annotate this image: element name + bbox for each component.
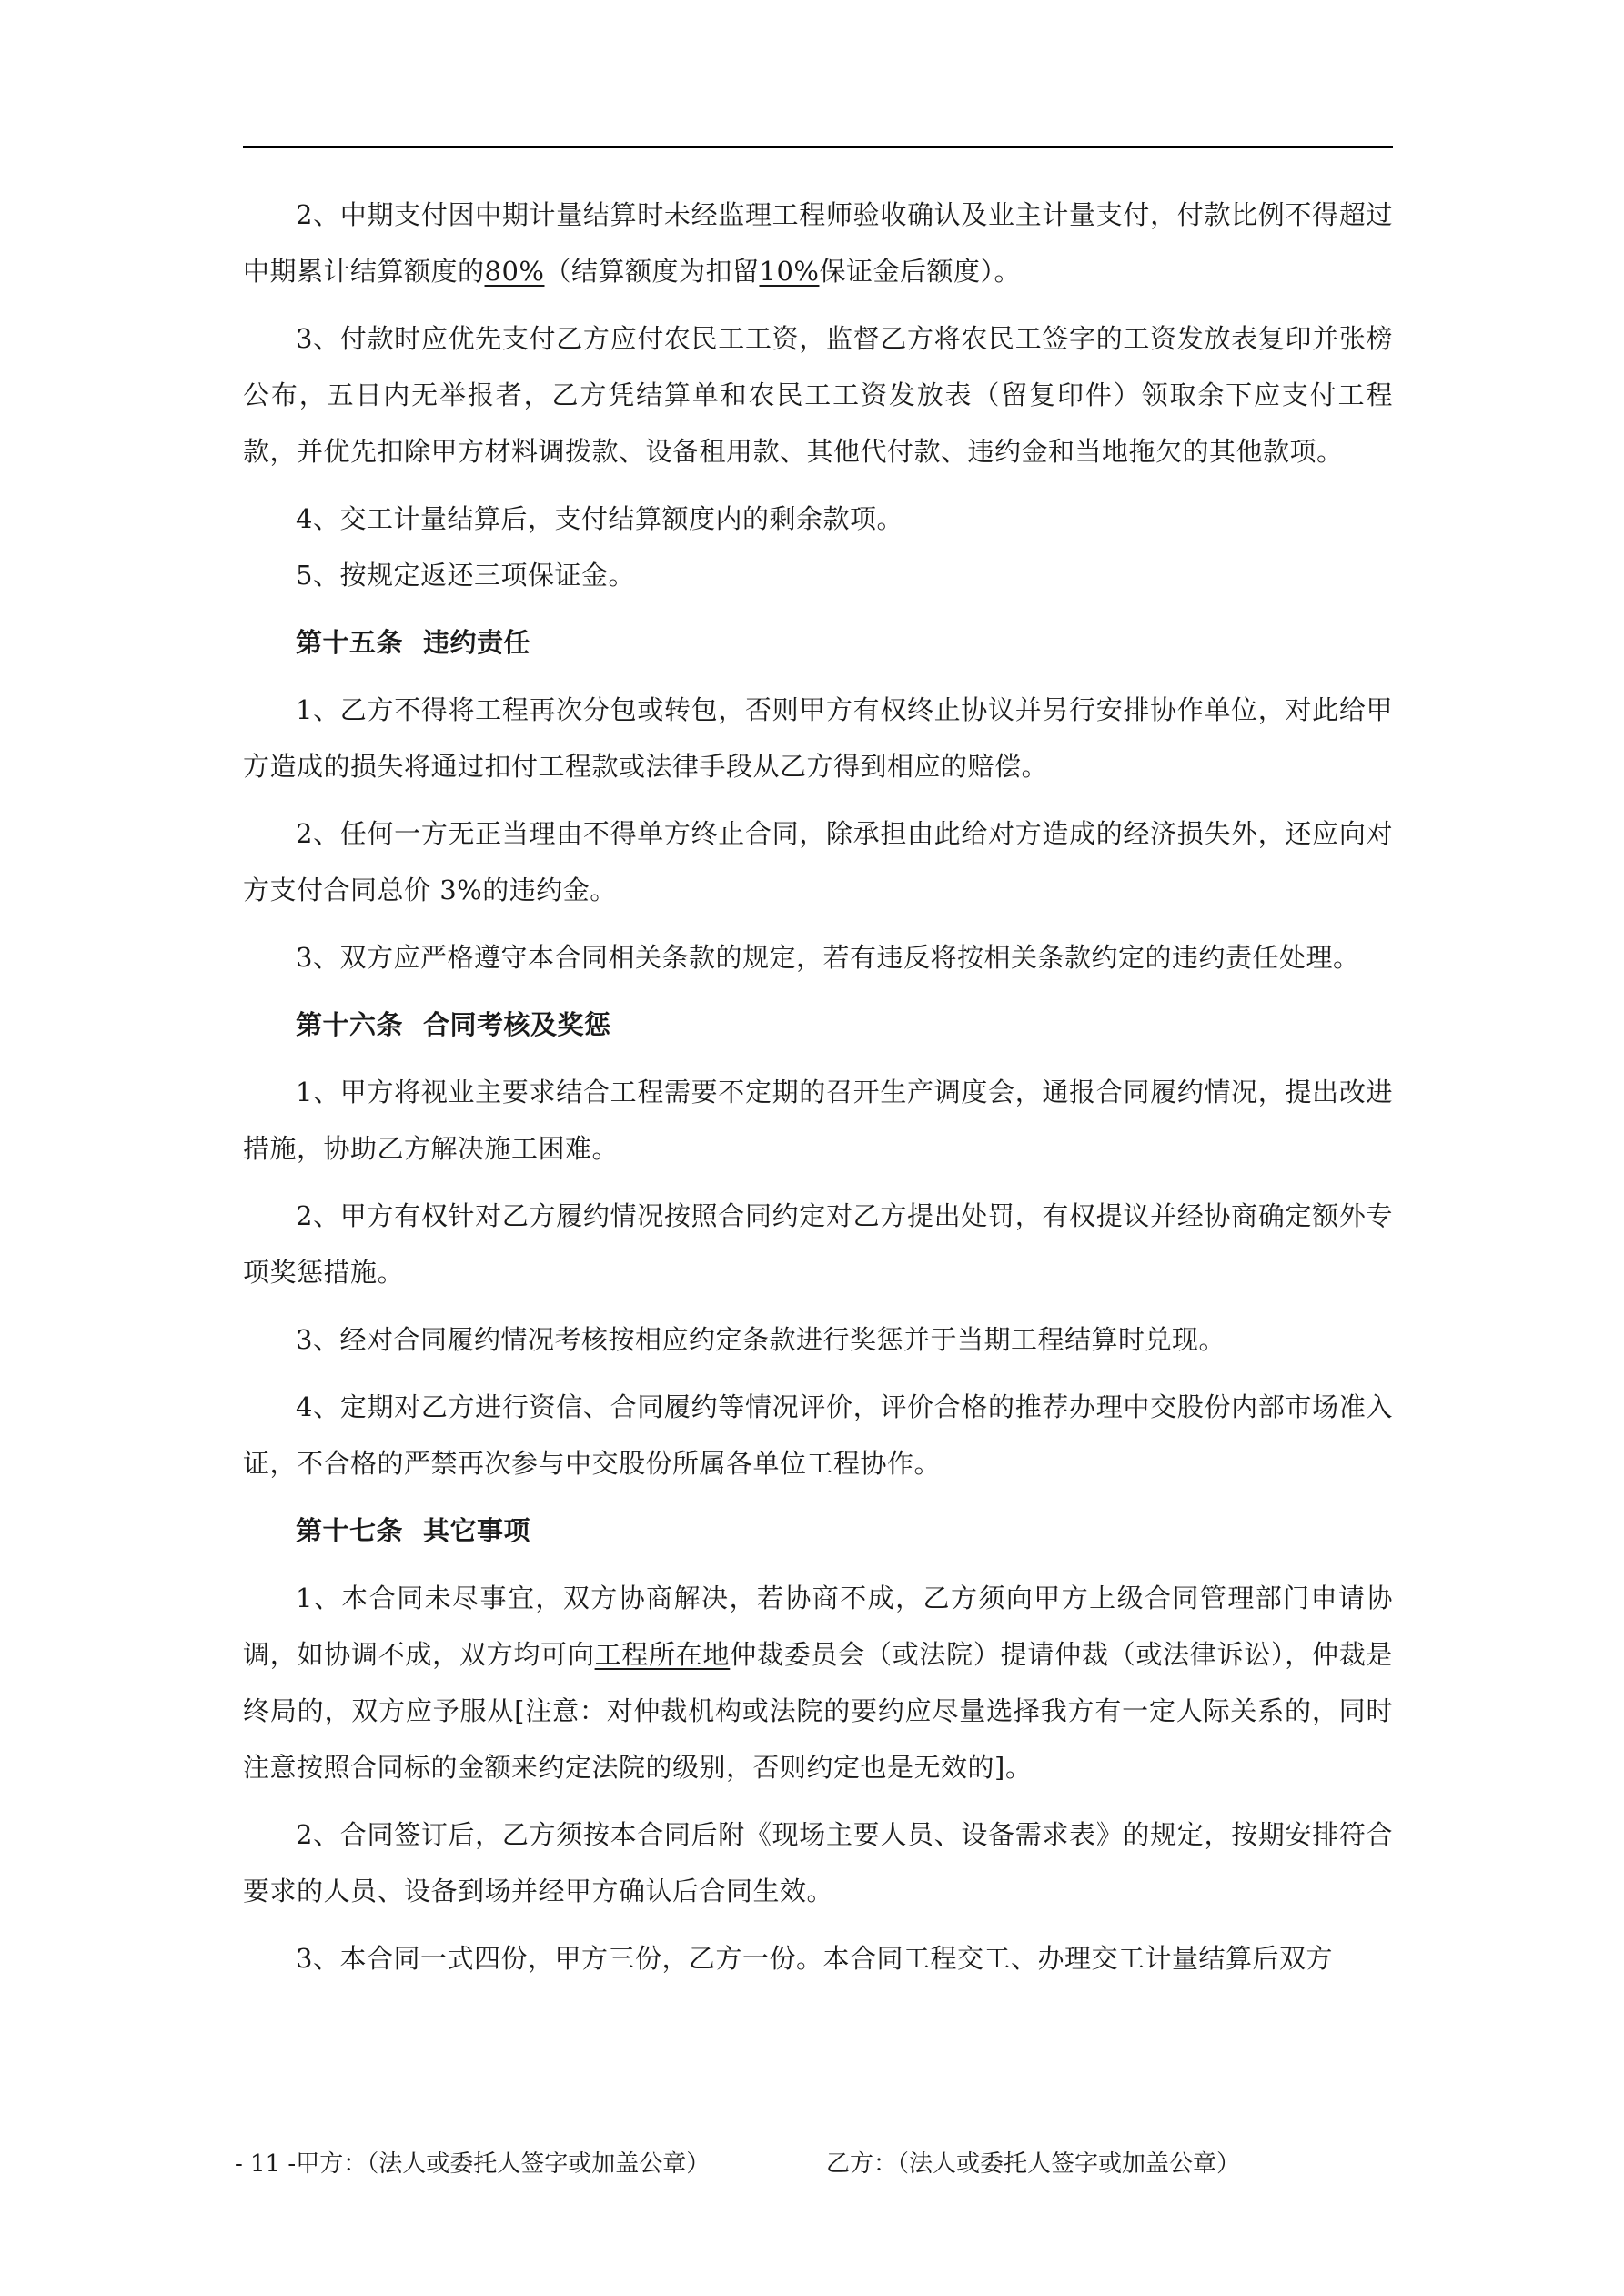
paragraph-text: 1、本合同未尽事宜，双方协商解决，若协商不成，乙方须向甲方上级合同管理部门申请协调，如协调不成，双方均可向 <box>243 1583 1393 1670</box>
party-a-signature-line: 甲方：（法人或委托人签字或加盖公章） <box>296 2150 711 2178</box>
article-title: 合同考核及奖惩 <box>423 1009 611 1040</box>
article-16-heading <box>243 996 1393 1053</box>
article-number: 第十六条 <box>296 1009 404 1040</box>
paragraph-text: 仲裁委员会（或法院）提请仲裁（或法律诉讼），仲裁是终局的，双方应予服从[注意：对仲裁机构或法院的要约应尽量选择我方有一定人际关系的，同时注意按照合同标的金额来约定法院的级别，否则约定也是无效的]。 <box>243 1639 1393 1783</box>
article-number: 第十五条 <box>296 627 404 658</box>
paragraph-text: 2、中期支付因中期计量结算时未经监理工程师验收确认及业主计量支付，付款比例不得超过中期累计结算额度的 <box>243 199 1393 287</box>
paragraph-other-2: 2、合同签订后，乙方须按本合同后附《现场主要人员、设备需求表》的规定，按期安排符合要求的人员、设备到场并经甲方确认后合同生效。 <box>243 1819 1393 1907</box>
header-rule <box>243 146 1393 148</box>
paragraph-text: 保证金后额度）。 <box>819 256 1021 287</box>
paragraph-breach-2: 2、任何一方无正当理由不得单方终止合同，除承担由此给对方造成的经济损失外，还应向对方支付合同总价 3%的违约金。 <box>243 818 1393 905</box>
paragraph-other-3: 3、本合同一式四份，甲方三份，乙方一份。本合同工程交工、办理交工计量结算后双方 <box>296 1943 1333 1974</box>
page-footer <box>235 2148 1417 2180</box>
paragraph-breach-3: 3、双方应严格遵守本合同相关条款的规定，若有违反将按相关条款约定的违约责任处理。 <box>296 942 1360 973</box>
page-number: - 11 - <box>235 2150 297 2178</box>
article-title: 其它事项 <box>423 1515 531 1546</box>
paragraph-payment-5: 5、按规定返还三项保证金。 <box>296 560 635 591</box>
article-17-heading <box>243 1502 1393 1559</box>
paragraph-assessment-3: 3、经对合同履约情况考核按相应约定条款进行奖惩并于当期工程结算时兑现。 <box>296 1324 1226 1355</box>
article-15-heading <box>243 614 1393 671</box>
paragraph-payment-3: 3、付款时应优先支付乙方应付农民工工资，监督乙方将农民工签字的工资发放表复印并张榜公布，五日内无举报者，乙方凭结算单和农民工工资发放表（留复印件）领取余下应支付工程款，并优先扣除甲方材料调拨款、设备租用款、其他代付款、违约金和当地拖欠的其他款项。 <box>243 323 1393 467</box>
paragraph-assessment-2: 2、甲方有权针对乙方履约情况按照合同约定对乙方提出处罚，有权提议并经协商确定额外专项奖惩措施。 <box>243 1200 1393 1288</box>
underlined-place: 工程所在地 <box>594 1639 731 1670</box>
paragraph-breach-1: 1、乙方不得将工程再次分包或转包，否则甲方有权终止协议并另行安排协作单位，对此给甲方造成的损失将通过扣付工程款或法律手段从乙方得到相应的赔偿。 <box>243 694 1393 782</box>
paragraph-payment-4: 4、交工计量结算后，支付结算额度内的剩余款项。 <box>296 503 903 534</box>
underlined-percentage: 80% <box>484 256 545 287</box>
article-title: 违约责任 <box>423 627 531 658</box>
underlined-percentage: 10% <box>759 256 820 287</box>
paragraph-text: （结算额度为扣留 <box>544 256 760 287</box>
paragraph-assessment-1: 1、甲方将视业主要求结合工程需要不定期的召开生产调度会，通报合同履约情况，提出改进措施，协助乙方解决施工困难。 <box>243 1077 1393 1164</box>
document-body <box>243 187 1393 1987</box>
paragraph-other-1 <box>243 1570 1393 1795</box>
article-number: 第十七条 <box>296 1515 404 1546</box>
party-b-signature-line: 乙方：（法人或委托人签字或加盖公章） <box>826 2150 1241 2178</box>
paragraph-payment-2 <box>243 187 1393 299</box>
paragraph-assessment-4: 4、定期对乙方进行资信、合同履约等情况评价，评价合格的推荐办理中交股份内部市场准入证，不合格的严禁再次参与中交股份所属各单位工程协作。 <box>243 1391 1393 1479</box>
